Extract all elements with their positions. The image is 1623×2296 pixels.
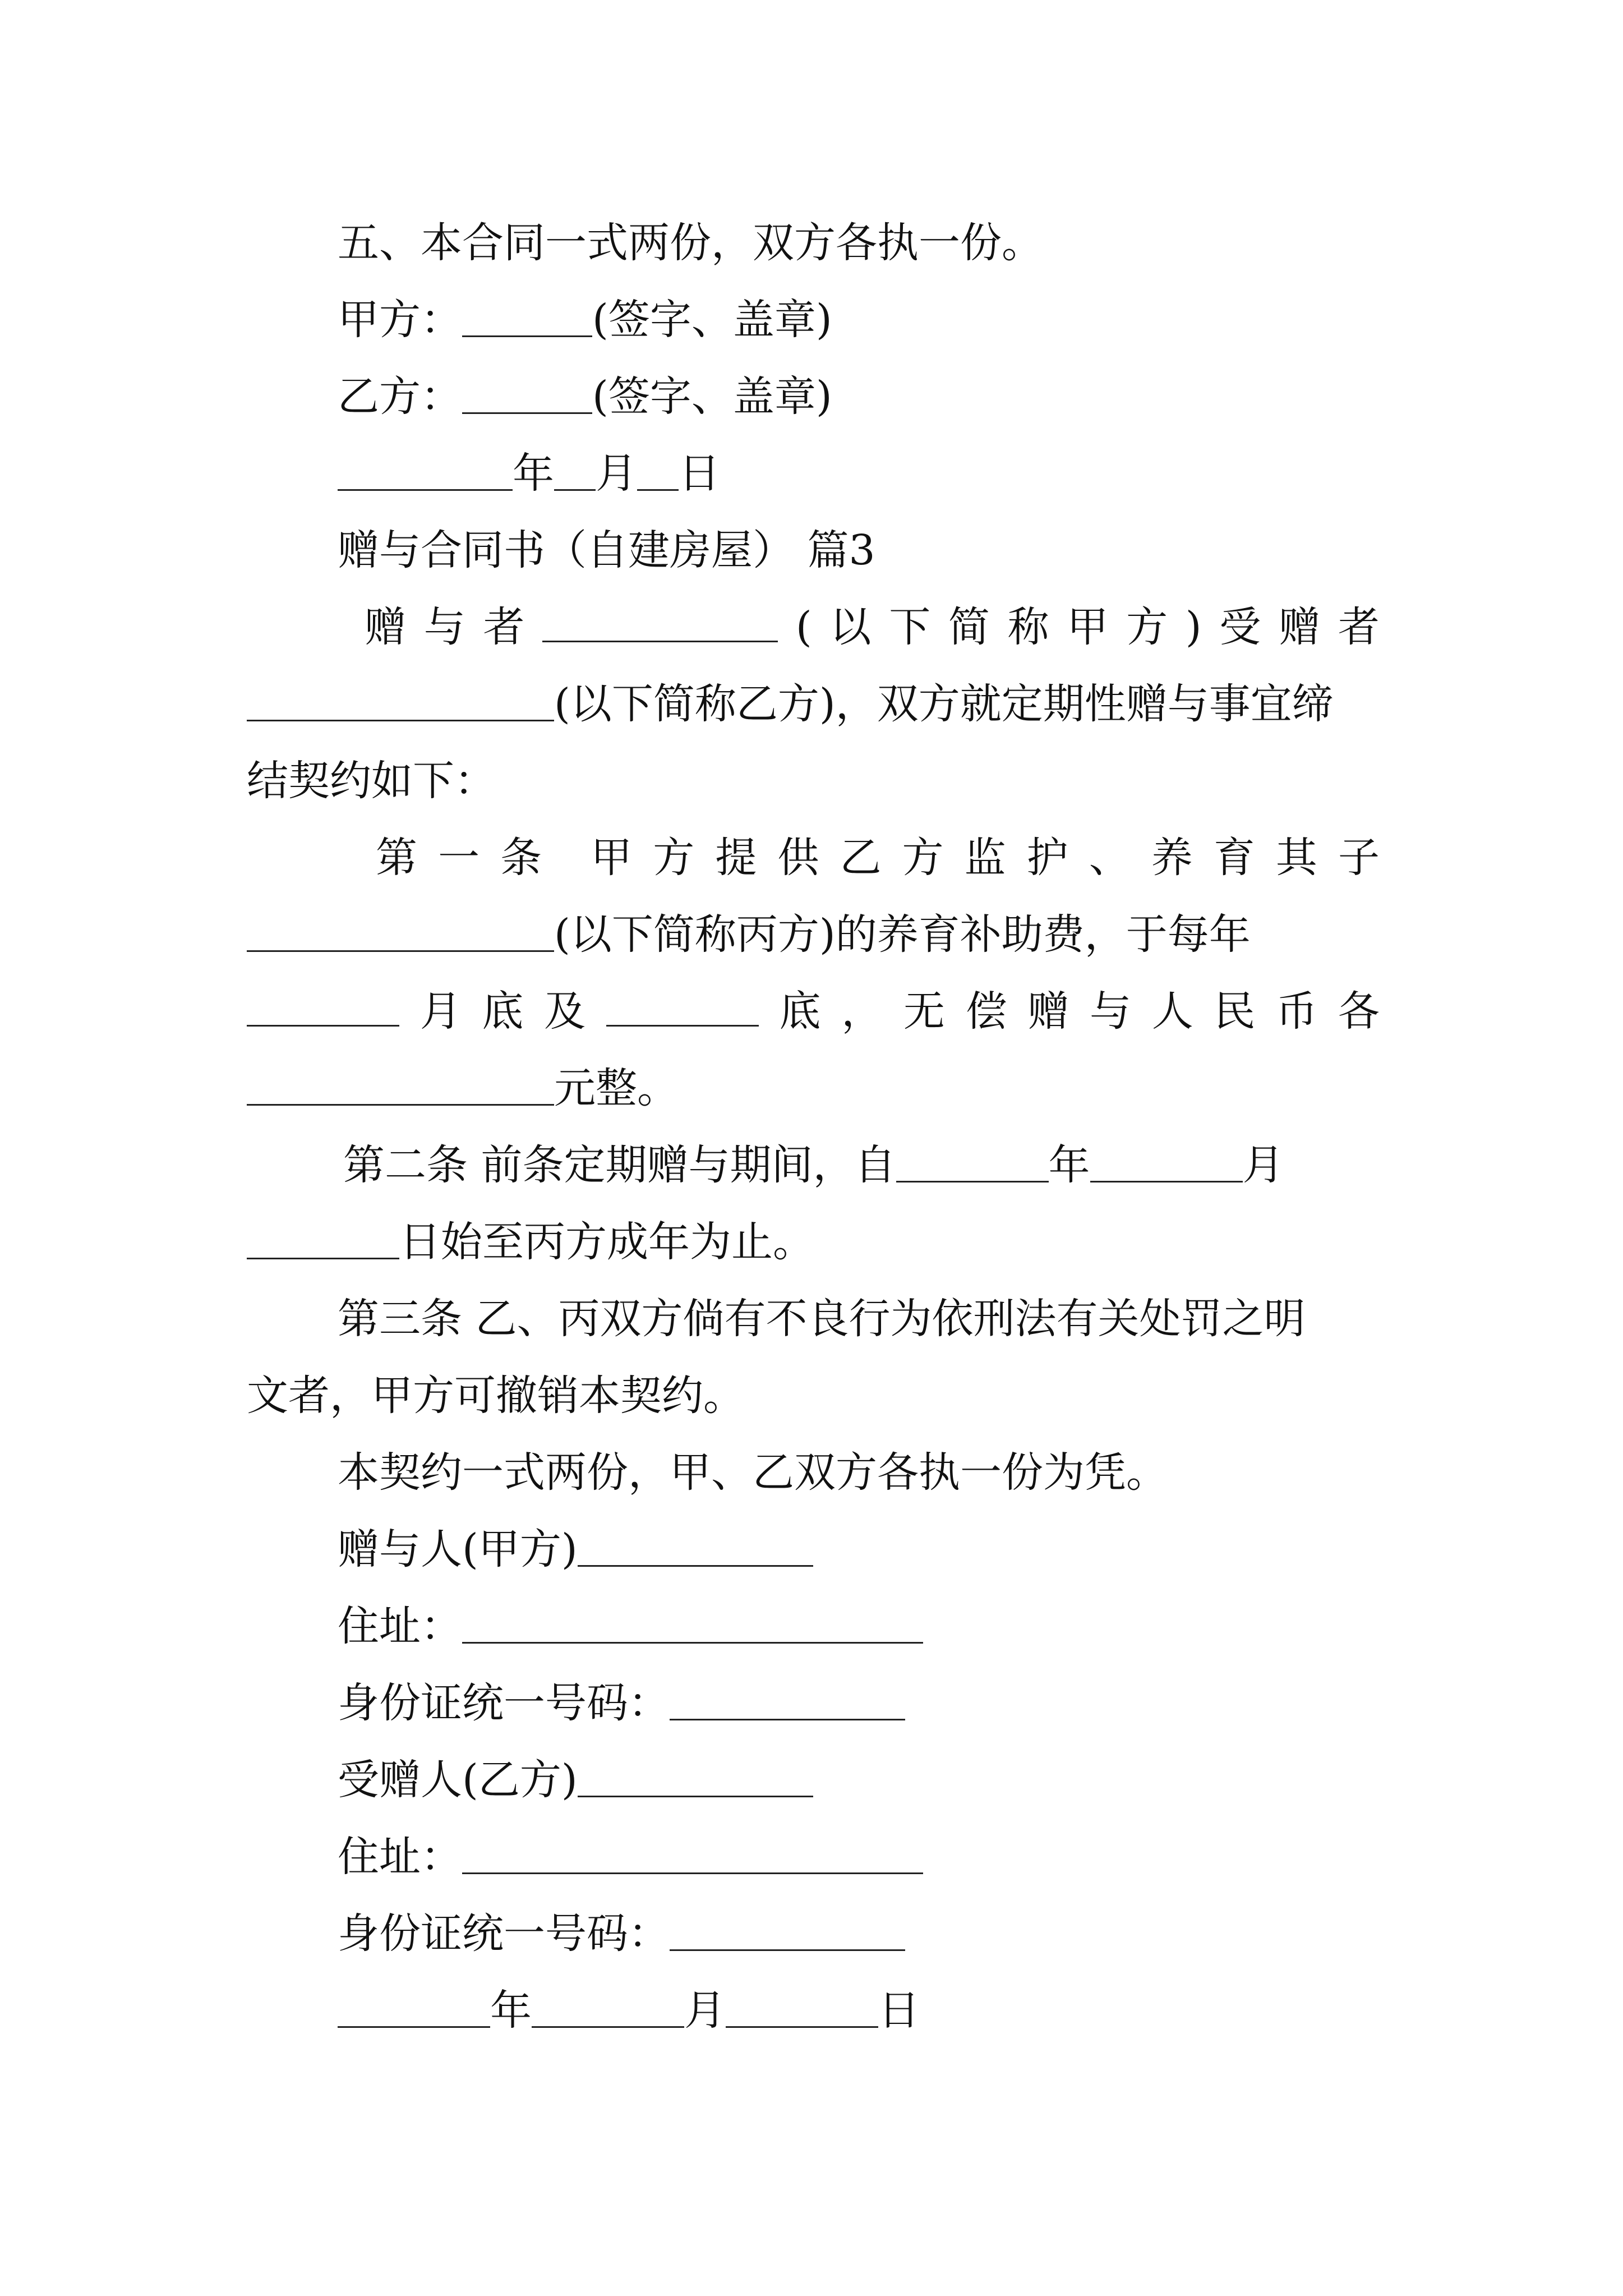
intro-line-3 [247,742,1380,820]
donor-address-blank[interactable] [462,1641,923,1644]
donee-blank[interactable] [578,1795,813,1797]
article-1-line-4 [247,1049,1380,1128]
intro-char: 称 [1007,603,1049,651]
sign-month-blank[interactable] [532,2026,684,2028]
article-1-line-2-text: (以下简称丙方)的养育补助费，于每年 [554,910,1251,959]
day-blank[interactable] [637,489,679,491]
article-1-char: 底 [779,987,821,1036]
intro-char: 方 [1126,603,1168,651]
intro-char: 以 [829,603,872,651]
party-b-note: (签字、盖章) [592,372,832,421]
intro-line-2-text: (以下简称乙方)，双方就定期性赠与事宜缔 [554,680,1334,728]
donor-name-blank[interactable] [542,640,778,642]
article-1-char: 赠 [1027,987,1069,1036]
party-a-label: 甲方： [338,296,462,344]
clause-five [338,204,1380,282]
clause-five-text: 五、本合同一式两份，双方各执一份。 [338,219,1043,267]
article-1-char: 、 [1089,834,1131,882]
article-1-char: 民 [1214,987,1256,1036]
article-1-char: 各 [1338,987,1380,1036]
article-1-char: 与 [1090,987,1132,1036]
sign-year-label: 年 [490,1986,532,2035]
donor-line [338,1510,1380,1589]
article-1-char: 人 [1151,987,1193,1036]
article-1-char: 月 [419,987,462,1036]
intro-char: 者 [483,603,525,651]
article-1-char: 养 [1151,834,1193,882]
article-2-text: 第二条 前条定期赠与期间，自 [343,1141,896,1189]
article-3-line-2-text: 文者，甲方可撤销本契约。 [247,1372,745,1420]
article-1-char: 第 [376,834,417,882]
article-1-char: 乙 [840,834,882,882]
intro-char: 简 [948,603,990,651]
donee-address-blank[interactable] [462,1872,923,1874]
article-3-line-1-text: 第三条 乙、丙双方倘有不良行为依刑法有关处罚之明 [338,1295,1306,1343]
second-month-blank[interactable] [606,1024,759,1027]
first-month-blank[interactable] [247,1024,399,1027]
donee-label: 受赠人(乙方) [338,1756,578,1804]
child-name-blank[interactable] [247,950,554,952]
article-3-line-2 [247,1356,1380,1435]
year-blank[interactable] [338,489,513,491]
intro-char: 受 [1219,603,1261,651]
party-b-signature-line [338,357,1380,436]
date-line-top [338,434,1380,513]
sign-year-blank[interactable] [338,2026,490,2028]
article-1-char: 偿 [965,987,1007,1036]
article-1-char: 监 [964,834,1006,882]
article-1-char: 甲 [591,834,633,882]
intro-char: ( [795,603,812,651]
article-1-char: 子 [1338,834,1380,882]
copies-clause [338,1433,1380,1512]
article-1-char: 方 [653,834,695,882]
day-label: 日 [679,449,720,498]
article-1-char: 其 [1275,834,1317,882]
party-a-blank[interactable] [462,335,592,337]
year-label: 年 [513,449,554,498]
article-1-char: 币 [1276,987,1318,1036]
donor-id-line [338,1664,1380,1742]
sign-month-label: 月 [684,1986,726,2035]
donor-id-label: 身份证统一号码： [338,1679,670,1727]
donor-id-blank[interactable] [670,1718,905,1720]
article-1-line-3 [247,972,1380,1051]
start-month-blank[interactable] [1090,1180,1243,1182]
intro-char: 甲 [1067,603,1109,651]
article-1-char: 提 [715,834,757,882]
intro-char: 赠 [1279,603,1321,651]
donee-id-blank[interactable] [670,1949,905,1951]
donee-id-label: 身份证统一号码： [338,1910,670,1958]
donor-blank[interactable] [578,1565,813,1567]
article-1-char: 底 [482,987,524,1036]
article-2-line-2 [247,1203,1380,1281]
article-1-char: 护 [1026,834,1068,882]
article-1-char: 供 [777,834,819,882]
article-1-line-4-text: 元整。 [554,1064,679,1112]
party-b-label: 乙方： [338,372,462,421]
party-a-note: (签字、盖章) [592,296,832,344]
article-1-char: 条 [500,834,542,882]
intro-char: 与 [423,603,465,651]
start-year-blank[interactable] [896,1180,1049,1182]
article-1-char: 及 [544,987,586,1036]
intro-char: 赠 [365,603,406,651]
article-2-line-2-text: 日始至丙方成年为止。 [399,1218,814,1266]
month-blank[interactable] [554,489,596,491]
intro-line-1 [365,588,1380,666]
month-label: 月 [596,449,637,498]
intro-line-2 [247,665,1380,743]
intro-line-3-text: 结契约如下： [247,757,496,805]
date-line-bottom [338,1971,1380,2050]
donee-id-line [338,1894,1380,1973]
amount-blank[interactable] [247,1103,554,1106]
donor-address-label: 住址： [338,1602,462,1650]
donee-name-blank[interactable] [247,719,554,721]
donor-label: 赠与人(甲方) [338,1525,578,1573]
intro-char: 者 [1338,603,1380,651]
article-3-line-1 [338,1280,1380,1358]
intro-char: ) [1185,603,1202,651]
copies-text: 本契约一式两份，甲、乙双方各执一份为凭。 [338,1448,1168,1497]
article-2-line-1 [343,1126,1385,1204]
party-b-blank[interactable] [462,412,592,414]
sign-day-label: 日 [878,1986,920,2035]
heading-text: 赠与合同书（自建房屋） 篇3 [338,526,875,574]
article-1-char: ， [841,987,883,1036]
section-heading [338,511,1380,590]
article-1-line-2 [247,895,1380,974]
donee-line [338,1741,1380,1819]
article-2-year-label: 年 [1048,1141,1090,1189]
article-1-char: 育 [1213,834,1255,882]
sign-day-blank[interactable] [726,2026,878,2028]
article-2-month-label: 月 [1242,1141,1284,1189]
article-1-char: 无 [903,987,945,1036]
donee-address-line [338,1818,1380,1896]
donor-address-line [338,1587,1380,1665]
start-day-blank[interactable] [247,1257,399,1259]
intro-char: 下 [889,603,931,651]
article-1-char: 方 [902,834,944,882]
article-1-char: 一 [438,834,480,882]
party-a-signature-line [338,280,1380,359]
article-1-line-1 [376,818,1380,897]
donee-address-label: 住址： [338,1833,462,1881]
